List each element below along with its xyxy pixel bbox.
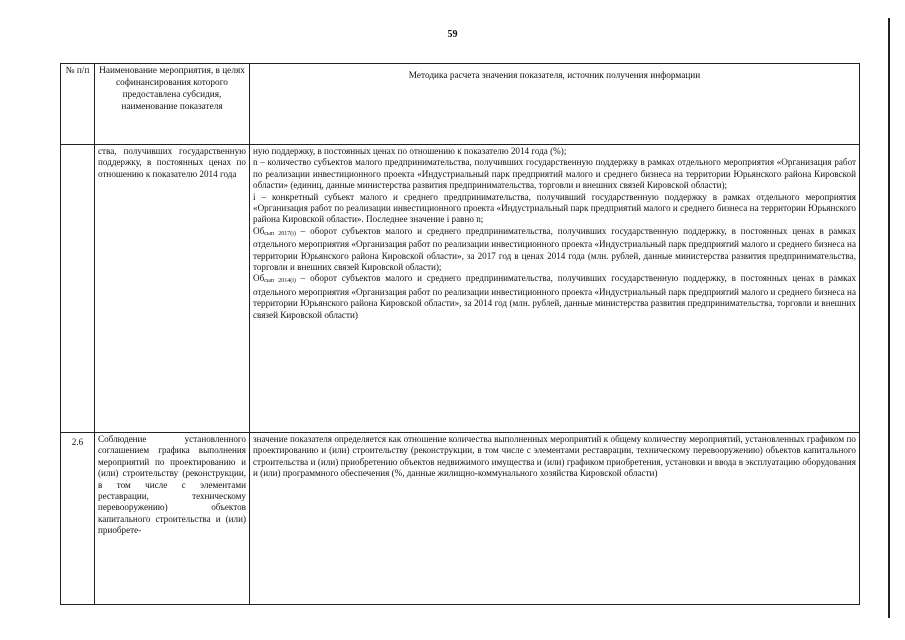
row-event-name: ства, получивших государственную поддержку, в постоянных ценах по отношению к показателю 2014 года	[95, 145, 250, 433]
row-number	[61, 145, 95, 433]
formula-description: – оборот субъектов малого и среднего предпринимательства, получивших государственную поддержку, в постоянных ценах в рамках отдельного мероприятия «Организация работ по реализации инвестиционного проекта «Индустриальный парк предприятий малого и среднего бизнеса на территории Юрьянского района Кировской области», за 2014 год (млн. рублей, данные министерства развития предпринимательства, торговли и внешних связей Кировской области)	[253, 273, 857, 320]
formula-symbol: Об	[253, 273, 265, 284]
method-paragraph: ную поддержку, в постоянных ценах по отношению к показателю 2014 года (%);	[253, 146, 567, 156]
page-edge-line	[888, 18, 890, 618]
formula-subscript: сып 2017(i)	[264, 230, 296, 237]
table-header-row	[61, 64, 860, 145]
header-number: № п/п	[61, 64, 95, 145]
indicator-table	[60, 63, 860, 605]
table-row	[61, 433, 860, 605]
method-paragraph: n – количество субъектов малого предпринимательства, получивших государственную поддержку в рамках отдельного мероприятия «Организация работ по реализации инвестиционного проекта «Индустриальный парк предприятий малого и среднего бизнеса на территории Юрьянского района Кировской области» (единиц, данные министерства развития предпринимательства, торговли и внешних связей Кировской области);	[253, 157, 856, 191]
method-paragraph	[253, 273, 856, 321]
method-paragraph: значение показателя определяется как отношение количества выполненных мероприятий к общему количеству мероприятий, установленных графиком по проектированию и (или) строительству (реконструкции, в том числе с элементами реставрации, техническому перевооружению) объектов капитального строительства и (или) приобретению объектов недвижимого имущества и (или) графиком приобретения, установки и ввода в эксплуатацию оборудования и (или) программного обеспечения (%, данные жилищно-коммунального хозяйства Кировской области)	[253, 434, 856, 479]
formula-symbol: Об	[253, 225, 265, 236]
method-paragraph: i – конкретный субъект малого и среднего предпринимательства, получивший государственную поддержку в рамках отдельного мероприятия «Организация работ по реализации инвестиционного проекта «Индустриальный парк предприятий малого и среднего бизнеса на территории Юрьянского района Кировской области». Последнее значение i равно n;	[253, 191, 856, 225]
formula-description: – оборот субъектов малого и среднего предпринимательства, получивших государственную поддержку, в постоянных ценах в рамках отдельного мероприятия «Организация работ по реализации инвестиционного проекта «Индустриальный парк предприятий малого и среднего бизнеса на территории Юрьянского района Кировской области», за 2017 год в ценах 2014 года (млн. рублей, данные министерства развития предпринимательства, торговли и внешних связей Кировской области);	[253, 225, 857, 273]
header-event-name: Наименование мероприятия, в целях софинансирования которого предоставлена субсидия, наименование показателя	[95, 64, 250, 145]
header-method: Методика расчета значения показателя, источник получения информации	[250, 64, 860, 145]
row-number: 2.6	[61, 433, 95, 605]
row-method	[250, 145, 860, 433]
table-row	[61, 145, 860, 433]
row-method	[250, 433, 860, 605]
formula-subscript: сып 2014(i)	[264, 278, 296, 285]
method-paragraph	[253, 226, 856, 274]
row-event-name: Соблюдение установленного соглашением графика выполнения мероприятий по проектированию и (или) строительству (реконструкции, в том числе с элементами реставрации, техническому перевооружению) объектов капитального строительства и (или) приобрете-	[95, 433, 250, 605]
page-number: 59	[447, 29, 458, 40]
